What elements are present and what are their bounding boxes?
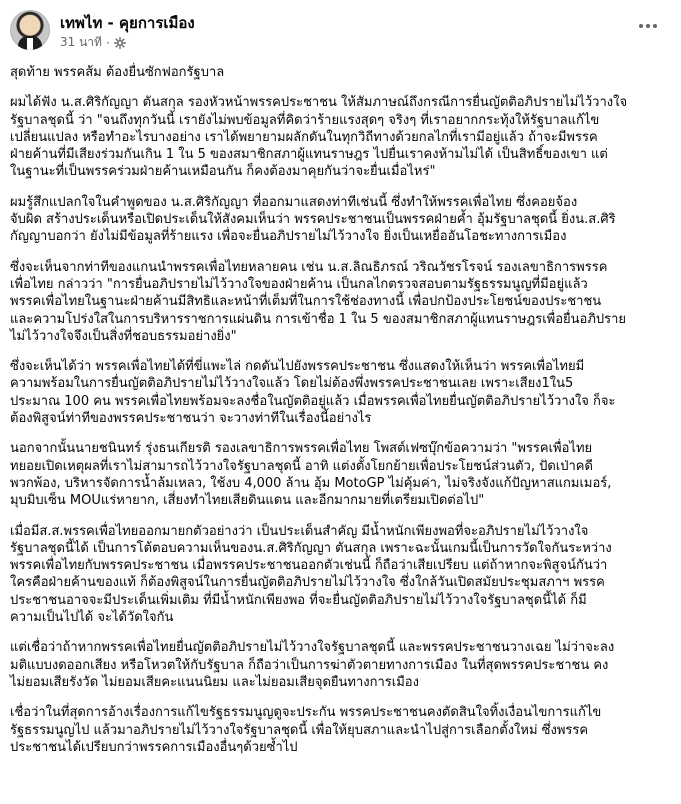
- paragraph-line: ประชาชนอาจจะมีประเด็นเพิ่มเติม ที่มีน้ำหนักเพียงพอ ที่จะยื่นญัตติอภิปรายไม่ไว้วางใจรัฐบาลชุดนี้ได้ ก็มี: [10, 592, 587, 608]
- post-paragraph: [10, 64, 670, 81]
- post-body: [10, 64, 670, 769]
- paragraph-line: มุบมิบเซ็น MOUแร่หายาก, เสี่ยงทำไทยเสียดินแดน และอีกมากมายที่เตรียมเปิดต่อไป": [10, 493, 485, 509]
- paragraph-line: เมื่อมีส.ส.พรรคเพื่อไทยออกมายกตัวอย่างว่า เป็นประเด็นสำคัญ มีน้ำหนักเพียงพอที่จะอภิปรายไม่ไว้วางใจ: [10, 523, 589, 539]
- paragraph-line: เชื่อว่าในที่สุดการอ้างเรื่องการแก้ไขรัฐธรรมนูญดูจะประกัน พรรคประชาชนคงตัดสินใจทิ้งเงื่อนไขการแก้ไข: [10, 705, 602, 721]
- dot: [653, 24, 657, 28]
- paragraph-line: รัฐธรรมนูญไป แล้วมาอภิปรายไม่ไว้วางใจรัฐบาลชุดนี้ เพื่อให้ยุบสภาและนำไปสู่การเลือกตั้งใหม่ ซึ่งพรรค: [10, 722, 589, 738]
- dot: [646, 24, 650, 28]
- paragraph-line: ไม่ไว้วางใจจึงเป็นสิ่งที่ชอบธรรมอย่างยิ่ง": [10, 328, 237, 344]
- post-paragraph: [10, 259, 670, 345]
- post-paragraph: [10, 440, 670, 509]
- paragraph-line: เปลี่ยนแปลง หรือทำอะไรบางอย่าง เราได้พยายามผลักดันในทุกวิถีทางด้วยกลไกที่เรามีอยู่แล้ว ถ้าจะมีพรรค: [10, 129, 598, 145]
- paragraph-line: มติแบบงดออกเสียง หรือโหวตให้กับรัฐบาล ก็ถือว่าเป็นการฆ่าตัวตายทางการเมือง ในที่สุดพรรคประชาชน คง: [10, 657, 609, 673]
- dot: [639, 24, 643, 28]
- avatar-shirt: [27, 38, 33, 50]
- paragraph-line: รัฐบาลชุดนี้ ว่า "จนถึงทุกวันนี้ เรายังไม่พบข้อมูลที่คิดว่าร้ายแรงสุดๆ จริงๆ ที่เราอยากกระทุ้งให้รัฐบาลแก้ไข: [10, 112, 600, 128]
- paragraph-line: ซึ่งจะเห็นจากท่าทีของแกนนำพรรคเพื่อไทยหลายคน เช่น น.ส.ลิณธิภรณ์ วริณวัชรโรจน์ รองเลขาธิการพรรค: [10, 259, 608, 275]
- post-paragraph: [10, 358, 670, 427]
- paragraph-line: ใครคือฝ่ายค้านของแท้ ก็ต้องพิสูจน์ในการยื่นญัตติอภิปรายไม่ไว้วางใจ ซึ่งใกล้วันเปิดสมัยประชุมสภาฯ พรรค: [10, 575, 605, 591]
- gear-icon[interactable]: [114, 37, 126, 49]
- more-options-icon[interactable]: [633, 14, 663, 38]
- paragraph-line: ทยอยเปิดเหตุผลที่เราไม่สามารถไว้วางใจรัฐบาลชุดนี้ อาทิ แต่งตั้งโยกย้ายเพื่อประโยชน์ส่วนตัว, ปัดเป่าคดี: [10, 458, 593, 474]
- paragraph-line: จับผิด สร้างประเด็นหรือเปิดประเด็นให้สังคมเห็นว่า พรรคประชาชนเป็นพรรคฝ่ายค้ำ อุ้มรัฐบาลชุดนี้ ยิ่งน.ส.ศิริ: [10, 212, 616, 228]
- paragraph-line: ต้องพิสูจน์ท่าทีของพรรคประชาชนว่า จะวางท่าทีในเรื่องนี้อย่างไร: [10, 411, 372, 427]
- post-timestamp[interactable]: 31 นาที: [60, 35, 102, 49]
- paragraph-line: พรรคเพื่อไทยในฐานะฝ่ายค้านมีสิทธิและหน้าที่เต็มที่ในการใช้ช่องทางนี้ เพื่อปกป้องประโยชน์ของประชาชน: [10, 294, 602, 310]
- paragraph-line: ผมได้ฟัง น.ส.ศิริกัญญา ตันสกุล รองหัวหน้าพรรคประชาชน ให้สัมภาษณ์ถึงกรณีการยื่นญัตติอภิปรายไม่ไว้วางใจ: [10, 95, 628, 111]
- author-avatar[interactable]: [10, 10, 50, 50]
- post-meta: [60, 33, 126, 52]
- paragraph-line: สุดท้าย พรรคส้ม ต้องยื่นซักฟอกรัฐบาล: [10, 65, 225, 80]
- paragraph-line: พรรคเพื่อไทยกับพรรคประชาชน เมื่อพรรคประชาชนออกตัวเช่นนี้ ก็ถือว่าเสียเปรียบ แต่ถ้าหากจะพิสูจน์กันว่า: [10, 558, 608, 574]
- post-paragraph: [10, 639, 670, 691]
- paragraph-line: ฝ่ายค้านที่มีเสียงร่วมกันเกิน 1 ใน 5 ของสมาชิกสภาผู้แทนราษฎร ไปยื่นเราคงห้ามไม่ได้ เป็นสิทธิ์ของเขา แต่: [10, 147, 608, 163]
- meta-separator: ·: [105, 35, 110, 50]
- paragraph-line: และความโปร่งใสในการบริหารราชการแผ่นดิน การเข้าชื่อ 1 ใน 5 ของสมาชิกสภาผู้แทนราษฎรเพื่อยื่นอภิปราย: [10, 311, 627, 327]
- paragraph-line: เพื่อไทย กล่าวว่า "การยื่นอภิปรายไม่ไว้วางใจของฝ่ายค้าน เป็นกลไกตรวจสอบตามรัฐธรรมนูญที่มีอยู่แล้ว: [10, 276, 588, 292]
- paragraph-line: ความพร้อมในการยื่นญัตติอภิปรายไม่ไว้วางใจแล้ว โดยไม่ต้องพึ่งพรรคประชาชนเลย เพราะเสียง1ใน5: [10, 376, 574, 392]
- paragraph-line: ผมรู้สึกแปลกใจในคำพูดของ น.ส.ศิริกัญญา ที่ออกมาแสดงท่าทีเช่นนี้ ซึ่งทำให้พรรคเพื่อไทย ซึ่งคอยจ้อง: [10, 194, 578, 210]
- paragraph-line: ไม่ยอมเสียรังวัด ไม่ยอมเสียคะแนนนิยม และไม่ยอมเสียจุดยืนทางการเมือง: [10, 674, 419, 690]
- paragraph-line: ซึ่งจะเห็นได้ว่า พรรคเพื่อไทยได้ที่ขี่แพะไล่ กดดันไปยังพรรคประชาชน ซึ่งแสดงให้เห็นว่า พรรคเพื่อไทยมี: [10, 359, 585, 375]
- paragraph-line: ความเป็นไปได้ จะได้วัดใจกัน: [10, 610, 174, 626]
- paragraph-line: ในฐานะที่เป็นพรรคร่วมฝ่ายค้านเหมือนกัน ก็คงต้องมาคุยกันว่าจะยื่นเมื่อไหร่": [10, 164, 436, 180]
- paragraph-line: กัญญาบอกว่า ยังไม่มีข้อมูลที่ร้ายแรง เพื่อจะยื่นอภิปรายไม่ไว้วางใจ ยิ่งเป็นเหยื่ออันโอชะทางการเมือง: [10, 229, 567, 245]
- post-paragraph: [10, 523, 670, 627]
- paragraph-line: พวกพ้อง, บริหารจัดการน้ำล้มเหลว, ใช้งบ 4,000 ล้าน อุ้ม MotoGP ไม่คุ้มค่า, ไม่จริงจังแก้ปัญหาสแกมเมอร์,: [10, 475, 612, 491]
- post-paragraph: [10, 194, 670, 246]
- post-header: [10, 10, 671, 56]
- post-paragraph: [10, 94, 670, 180]
- paragraph-line: ประมาณ 100 คน พรรคเพื่อไทยพร้อมจะลงชื่อในญัตติอยู่แล้ว เมื่อพรรคเพื่อไทยยื่นญัตติอภิปรายไว้วางใจ ก็จะ: [10, 393, 616, 409]
- paragraph-line: นอกจากนั้นนายชนินทร์ รุ่งธนเกียรติ รองเลขาธิการพรรคเพื่อไทย โพสต์เฟซบุ๊กข้อความว่า "พรรคเพื่อไทย: [10, 441, 593, 457]
- paragraph-line: ประชาชนได้เปรียบกว่าพรรคการเมืองอื่นๆด้วยซ้ำไป: [10, 739, 298, 755]
- author-name[interactable]: เทพไท - คุยการเมือง: [60, 14, 195, 32]
- paragraph-line: แต่เชื่อว่าถ้าหากพรรคเพื่อไทยยื่นญัตติอภิปรายไม่ไว้วางใจรัฐบาลชุดนี้ และพรรคประชาชนวางเฉย ไม่ว่าจะลง: [10, 640, 615, 656]
- paragraph-line: รัฐบาลชุดนี้ได้ เป็นการโต้ตอบความเห็นของน.ส.ศิริกัญญา ตันสกุล เพราะฉะนั้นเกมนี้เป็นการวัดใจกันระหว่าง: [10, 540, 612, 556]
- post-paragraph: [10, 704, 670, 756]
